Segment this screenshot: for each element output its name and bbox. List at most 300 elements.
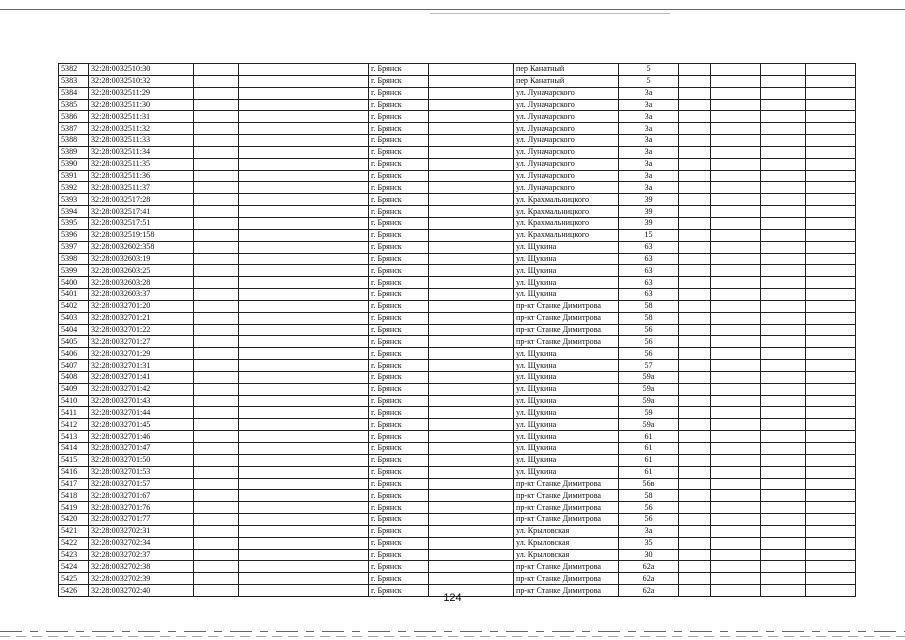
street-cell: ул. Луначарского <box>514 123 619 135</box>
table-row <box>59 537 856 549</box>
empty-cell <box>711 206 761 218</box>
empty-cell <box>194 419 239 431</box>
empty-cell <box>711 443 761 455</box>
cadastral-number-cell: 32:28:0032701:50 <box>89 454 194 466</box>
row-number-cell: 5419 <box>59 502 89 514</box>
street-cell: ул. Щукина <box>514 383 619 395</box>
table-row <box>59 300 856 312</box>
empty-cell <box>194 170 239 182</box>
house-number-cell: 35 <box>619 537 679 549</box>
house-number-cell: 59а <box>619 371 679 383</box>
cadastral-number-cell: 32:28:0032701:44 <box>89 407 194 419</box>
empty-cell <box>429 478 514 490</box>
empty-cell <box>194 194 239 206</box>
street-cell: ул. Крыловская <box>514 537 619 549</box>
empty-cell <box>679 170 711 182</box>
empty-cell <box>761 371 806 383</box>
row-number-cell: 5409 <box>59 383 89 395</box>
empty-cell <box>679 371 711 383</box>
empty-cell <box>239 395 369 407</box>
empty-cell <box>761 324 806 336</box>
empty-cell <box>239 265 369 277</box>
empty-cell <box>239 253 369 265</box>
empty-cell <box>239 289 369 301</box>
house-number-cell: 3а <box>619 99 679 111</box>
empty-cell <box>711 561 761 573</box>
empty-cell <box>194 277 239 289</box>
cadastral-number-cell: 32:28:0032701:21 <box>89 312 194 324</box>
city-cell: г. Брянск <box>369 217 429 229</box>
row-number-cell: 5425 <box>59 573 89 585</box>
cadastral-number-cell: 32:28:0032701:57 <box>89 478 194 490</box>
empty-cell <box>194 99 239 111</box>
empty-cell <box>429 99 514 111</box>
street-cell: ул. Луначарского <box>514 111 619 123</box>
row-number-cell: 5402 <box>59 300 89 312</box>
empty-cell <box>679 64 711 76</box>
row-number-cell: 5401 <box>59 289 89 301</box>
street-cell: ул. Щукина <box>514 407 619 419</box>
empty-cell <box>761 277 806 289</box>
city-cell: г. Брянск <box>369 289 429 301</box>
street-cell: пр-кт Станке Димитрова <box>514 312 619 324</box>
street-cell: пр-кт Станке Димитрова <box>514 324 619 336</box>
table-row <box>59 135 856 147</box>
city-cell: г. Брянск <box>369 206 429 218</box>
row-number-cell: 5393 <box>59 194 89 206</box>
cadastral-number-cell: 32:28:0032701:43 <box>89 395 194 407</box>
empty-cell <box>679 146 711 158</box>
empty-cell <box>711 300 761 312</box>
street-cell: ул. Луначарского <box>514 99 619 111</box>
city-cell: г. Брянск <box>369 419 429 431</box>
row-number-cell: 5408 <box>59 371 89 383</box>
empty-cell <box>761 182 806 194</box>
empty-cell <box>194 217 239 229</box>
street-cell: ул. Щукина <box>514 371 619 383</box>
table-row <box>59 431 856 443</box>
table-row <box>59 312 856 324</box>
empty-cell <box>429 206 514 218</box>
table-row <box>59 573 856 585</box>
table-row <box>59 443 856 455</box>
empty-cell <box>194 549 239 561</box>
cadastral-number-cell: 32:28:0032511:31 <box>89 111 194 123</box>
cadastral-number-cell: 32:28:0032701:29 <box>89 348 194 360</box>
empty-cell <box>679 348 711 360</box>
empty-cell <box>806 490 856 502</box>
empty-cell <box>429 407 514 419</box>
empty-cell <box>679 490 711 502</box>
row-number-cell: 5417 <box>59 478 89 490</box>
empty-cell <box>429 419 514 431</box>
table-row <box>59 454 856 466</box>
street-cell: пер Канатный <box>514 75 619 87</box>
house-number-cell: 61 <box>619 454 679 466</box>
empty-cell <box>679 454 711 466</box>
empty-cell <box>679 478 711 490</box>
city-cell: г. Брянск <box>369 300 429 312</box>
empty-cell <box>239 87 369 99</box>
row-number-cell: 5416 <box>59 466 89 478</box>
empty-cell <box>761 502 806 514</box>
empty-cell <box>239 383 369 395</box>
empty-cell <box>806 514 856 526</box>
city-cell: г. Брянск <box>369 490 429 502</box>
empty-cell <box>429 360 514 372</box>
empty-cell <box>429 348 514 360</box>
empty-cell <box>679 395 711 407</box>
house-number-cell: 62а <box>619 561 679 573</box>
street-cell: ул. Щукина <box>514 289 619 301</box>
row-number-cell: 5422 <box>59 537 89 549</box>
street-cell: ул. Крахмальницкого <box>514 217 619 229</box>
empty-cell <box>806 454 856 466</box>
empty-cell <box>194 300 239 312</box>
empty-cell <box>711 502 761 514</box>
empty-cell <box>711 265 761 277</box>
street-cell: ул. Крахмальницкого <box>514 206 619 218</box>
house-number-cell: 63 <box>619 277 679 289</box>
row-number-cell: 5400 <box>59 277 89 289</box>
empty-cell <box>679 514 711 526</box>
empty-cell <box>711 514 761 526</box>
empty-cell <box>761 289 806 301</box>
empty-cell <box>806 158 856 170</box>
house-number-cell: 61 <box>619 443 679 455</box>
table-row <box>59 336 856 348</box>
cadastral-number-cell: 32:28:0032510:30 <box>89 64 194 76</box>
empty-cell <box>679 502 711 514</box>
city-cell: г. Брянск <box>369 336 429 348</box>
empty-cell <box>239 443 369 455</box>
row-number-cell: 5412 <box>59 419 89 431</box>
empty-cell <box>429 443 514 455</box>
row-number-cell: 5389 <box>59 146 89 158</box>
empty-cell <box>806 217 856 229</box>
empty-cell <box>679 419 711 431</box>
city-cell: г. Брянск <box>369 502 429 514</box>
empty-cell <box>711 419 761 431</box>
empty-cell <box>239 514 369 526</box>
table-row <box>59 289 856 301</box>
empty-cell <box>239 573 369 585</box>
empty-cell <box>806 146 856 158</box>
cadastral-number-cell: 32:28:0032511:37 <box>89 182 194 194</box>
empty-cell <box>239 360 369 372</box>
empty-cell <box>239 549 369 561</box>
house-number-cell: 3а <box>619 158 679 170</box>
city-cell: г. Брянск <box>369 277 429 289</box>
empty-cell <box>194 478 239 490</box>
house-number-cell: 56 <box>619 348 679 360</box>
house-number-cell: 58 <box>619 312 679 324</box>
row-number-cell: 5403 <box>59 312 89 324</box>
street-cell: ул. Крыловская <box>514 525 619 537</box>
city-cell: г. Брянск <box>369 348 429 360</box>
cadastral-number-cell: 32:28:0032511:29 <box>89 87 194 99</box>
empty-cell <box>239 277 369 289</box>
house-number-cell: 39 <box>619 194 679 206</box>
table-row <box>59 277 856 289</box>
table-row <box>59 182 856 194</box>
empty-cell <box>761 336 806 348</box>
empty-cell <box>239 241 369 253</box>
table-row <box>59 75 856 87</box>
street-cell: пр-кт Станке Димитрова <box>514 561 619 573</box>
empty-cell <box>761 229 806 241</box>
empty-cell <box>194 514 239 526</box>
empty-cell <box>239 170 369 182</box>
empty-cell <box>239 454 369 466</box>
table-row <box>59 371 856 383</box>
empty-cell <box>711 277 761 289</box>
house-number-cell: 30 <box>619 549 679 561</box>
city-cell: г. Брянск <box>369 371 429 383</box>
empty-cell <box>194 135 239 147</box>
city-cell: г. Брянск <box>369 360 429 372</box>
empty-cell <box>429 277 514 289</box>
city-cell: г. Брянск <box>369 146 429 158</box>
empty-cell <box>806 549 856 561</box>
empty-cell <box>806 525 856 537</box>
empty-cell <box>711 253 761 265</box>
table-row <box>59 170 856 182</box>
empty-cell <box>239 348 369 360</box>
empty-cell <box>429 383 514 395</box>
empty-cell <box>194 407 239 419</box>
empty-cell <box>806 194 856 206</box>
empty-cell <box>239 229 369 241</box>
empty-cell <box>761 135 806 147</box>
empty-cell <box>806 312 856 324</box>
scan-edge-bottom-secondary <box>0 636 905 637</box>
empty-cell <box>711 360 761 372</box>
empty-cell <box>806 443 856 455</box>
empty-cell <box>194 111 239 123</box>
row-number-cell: 5397 <box>59 241 89 253</box>
empty-cell <box>194 395 239 407</box>
empty-cell <box>806 182 856 194</box>
empty-cell <box>429 182 514 194</box>
empty-cell <box>761 253 806 265</box>
empty-cell <box>239 466 369 478</box>
empty-cell <box>711 395 761 407</box>
city-cell: г. Брянск <box>369 182 429 194</box>
empty-cell <box>194 64 239 76</box>
empty-cell <box>429 64 514 76</box>
empty-cell <box>806 206 856 218</box>
scan-edge-top <box>0 9 905 10</box>
empty-cell <box>761 170 806 182</box>
table-row <box>59 194 856 206</box>
street-cell: ул. Луначарского <box>514 182 619 194</box>
table-row <box>59 466 856 478</box>
city-cell: г. Брянск <box>369 99 429 111</box>
empty-cell <box>194 454 239 466</box>
empty-cell <box>761 99 806 111</box>
empty-cell <box>429 229 514 241</box>
house-number-cell: 61 <box>619 431 679 443</box>
empty-cell <box>806 229 856 241</box>
page-number: 124 <box>443 592 462 604</box>
street-cell: ул. Щукина <box>514 395 619 407</box>
empty-cell <box>239 111 369 123</box>
house-number-cell: 56 <box>619 324 679 336</box>
empty-cell <box>761 514 806 526</box>
street-cell: пр-кт Станке Димитрова <box>514 336 619 348</box>
cadastral-number-cell: 32:28:0032511:30 <box>89 99 194 111</box>
empty-cell <box>711 217 761 229</box>
cadastral-number-cell: 32:28:0032701:45 <box>89 419 194 431</box>
empty-cell <box>679 537 711 549</box>
city-cell: г. Брянск <box>369 123 429 135</box>
empty-cell <box>806 561 856 573</box>
row-number-cell: 5426 <box>59 585 89 597</box>
empty-cell <box>806 336 856 348</box>
cadastral-number-cell: 32:28:0032701:22 <box>89 324 194 336</box>
empty-cell <box>239 478 369 490</box>
empty-cell <box>429 289 514 301</box>
city-cell: г. Брянск <box>369 64 429 76</box>
table-row <box>59 99 856 111</box>
empty-cell <box>194 383 239 395</box>
empty-cell <box>761 217 806 229</box>
table-row <box>59 478 856 490</box>
cadastral-number-cell: 32:28:0032603:28 <box>89 277 194 289</box>
street-cell: ул. Щукина <box>514 253 619 265</box>
house-number-cell: 3а <box>619 111 679 123</box>
empty-cell <box>711 466 761 478</box>
empty-cell <box>806 537 856 549</box>
cadastral-number-cell: 32:28:0032702:31 <box>89 525 194 537</box>
empty-cell <box>761 87 806 99</box>
table-row <box>59 206 856 218</box>
empty-cell <box>711 75 761 87</box>
row-number-cell: 5387 <box>59 123 89 135</box>
table-row <box>59 383 856 395</box>
empty-cell <box>761 348 806 360</box>
empty-cell <box>711 431 761 443</box>
empty-cell <box>806 419 856 431</box>
empty-cell <box>429 170 514 182</box>
row-number-cell: 5386 <box>59 111 89 123</box>
house-number-cell: 57 <box>619 360 679 372</box>
street-cell: пр-кт Станке Димитрова <box>514 490 619 502</box>
city-cell: г. Брянск <box>369 312 429 324</box>
empty-cell <box>711 478 761 490</box>
house-number-cell: 59а <box>619 383 679 395</box>
empty-cell <box>679 549 711 561</box>
empty-cell <box>679 312 711 324</box>
empty-cell <box>806 289 856 301</box>
house-number-cell: 63 <box>619 289 679 301</box>
empty-cell <box>806 478 856 490</box>
empty-cell <box>679 300 711 312</box>
empty-cell <box>194 336 239 348</box>
empty-cell <box>806 383 856 395</box>
empty-cell <box>194 431 239 443</box>
empty-cell <box>679 206 711 218</box>
row-number-cell: 5406 <box>59 348 89 360</box>
row-number-cell: 5414 <box>59 443 89 455</box>
empty-cell <box>679 87 711 99</box>
house-number-cell: 62а <box>619 573 679 585</box>
street-cell: ул. Щукина <box>514 431 619 443</box>
empty-cell <box>761 158 806 170</box>
street-cell: пр-кт Станке Димитрова <box>514 300 619 312</box>
empty-cell <box>806 395 856 407</box>
city-cell: г. Брянск <box>369 431 429 443</box>
table-row <box>59 549 856 561</box>
empty-cell <box>711 289 761 301</box>
empty-cell <box>429 300 514 312</box>
empty-cell <box>761 75 806 87</box>
empty-cell <box>761 454 806 466</box>
empty-cell <box>761 466 806 478</box>
empty-cell <box>711 146 761 158</box>
city-cell: г. Брянск <box>369 111 429 123</box>
house-number-cell: 3а <box>619 525 679 537</box>
empty-cell <box>194 241 239 253</box>
cadastral-number-cell: 32:28:0032702:40 <box>89 585 194 597</box>
cadastral-number-cell: 32:28:0032701:47 <box>89 443 194 455</box>
empty-cell <box>429 146 514 158</box>
house-number-cell: 3а <box>619 146 679 158</box>
street-cell: ул. Луначарского <box>514 135 619 147</box>
row-number-cell: 5383 <box>59 75 89 87</box>
empty-cell <box>761 111 806 123</box>
empty-cell <box>194 466 239 478</box>
empty-cell <box>761 573 806 585</box>
cadastral-number-cell: 32:28:0032701:31 <box>89 360 194 372</box>
city-cell: г. Брянск <box>369 229 429 241</box>
empty-cell <box>806 360 856 372</box>
empty-cell <box>679 123 711 135</box>
empty-cell <box>806 371 856 383</box>
street-cell: ул. Луначарского <box>514 170 619 182</box>
empty-cell <box>711 371 761 383</box>
empty-cell <box>761 123 806 135</box>
house-number-cell: 15 <box>619 229 679 241</box>
row-number-cell: 5382 <box>59 64 89 76</box>
empty-cell <box>711 194 761 206</box>
empty-cell <box>239 502 369 514</box>
street-cell: ул. Луначарского <box>514 146 619 158</box>
empty-cell <box>194 182 239 194</box>
empty-cell <box>761 490 806 502</box>
empty-cell <box>194 324 239 336</box>
row-number-cell: 5385 <box>59 99 89 111</box>
empty-cell <box>429 158 514 170</box>
city-cell: г. Брянск <box>369 514 429 526</box>
street-cell: ул. Щукина <box>514 419 619 431</box>
house-number-cell: 5 <box>619 75 679 87</box>
empty-cell <box>429 537 514 549</box>
house-number-cell: 56 <box>619 336 679 348</box>
city-cell: г. Брянск <box>369 170 429 182</box>
house-number-cell: 63 <box>619 265 679 277</box>
empty-cell <box>711 324 761 336</box>
empty-cell <box>429 514 514 526</box>
empty-cell <box>761 194 806 206</box>
empty-cell <box>711 182 761 194</box>
empty-cell <box>194 229 239 241</box>
empty-cell <box>194 87 239 99</box>
empty-cell <box>194 348 239 360</box>
empty-cell <box>679 99 711 111</box>
street-cell: ул. Щукина <box>514 277 619 289</box>
